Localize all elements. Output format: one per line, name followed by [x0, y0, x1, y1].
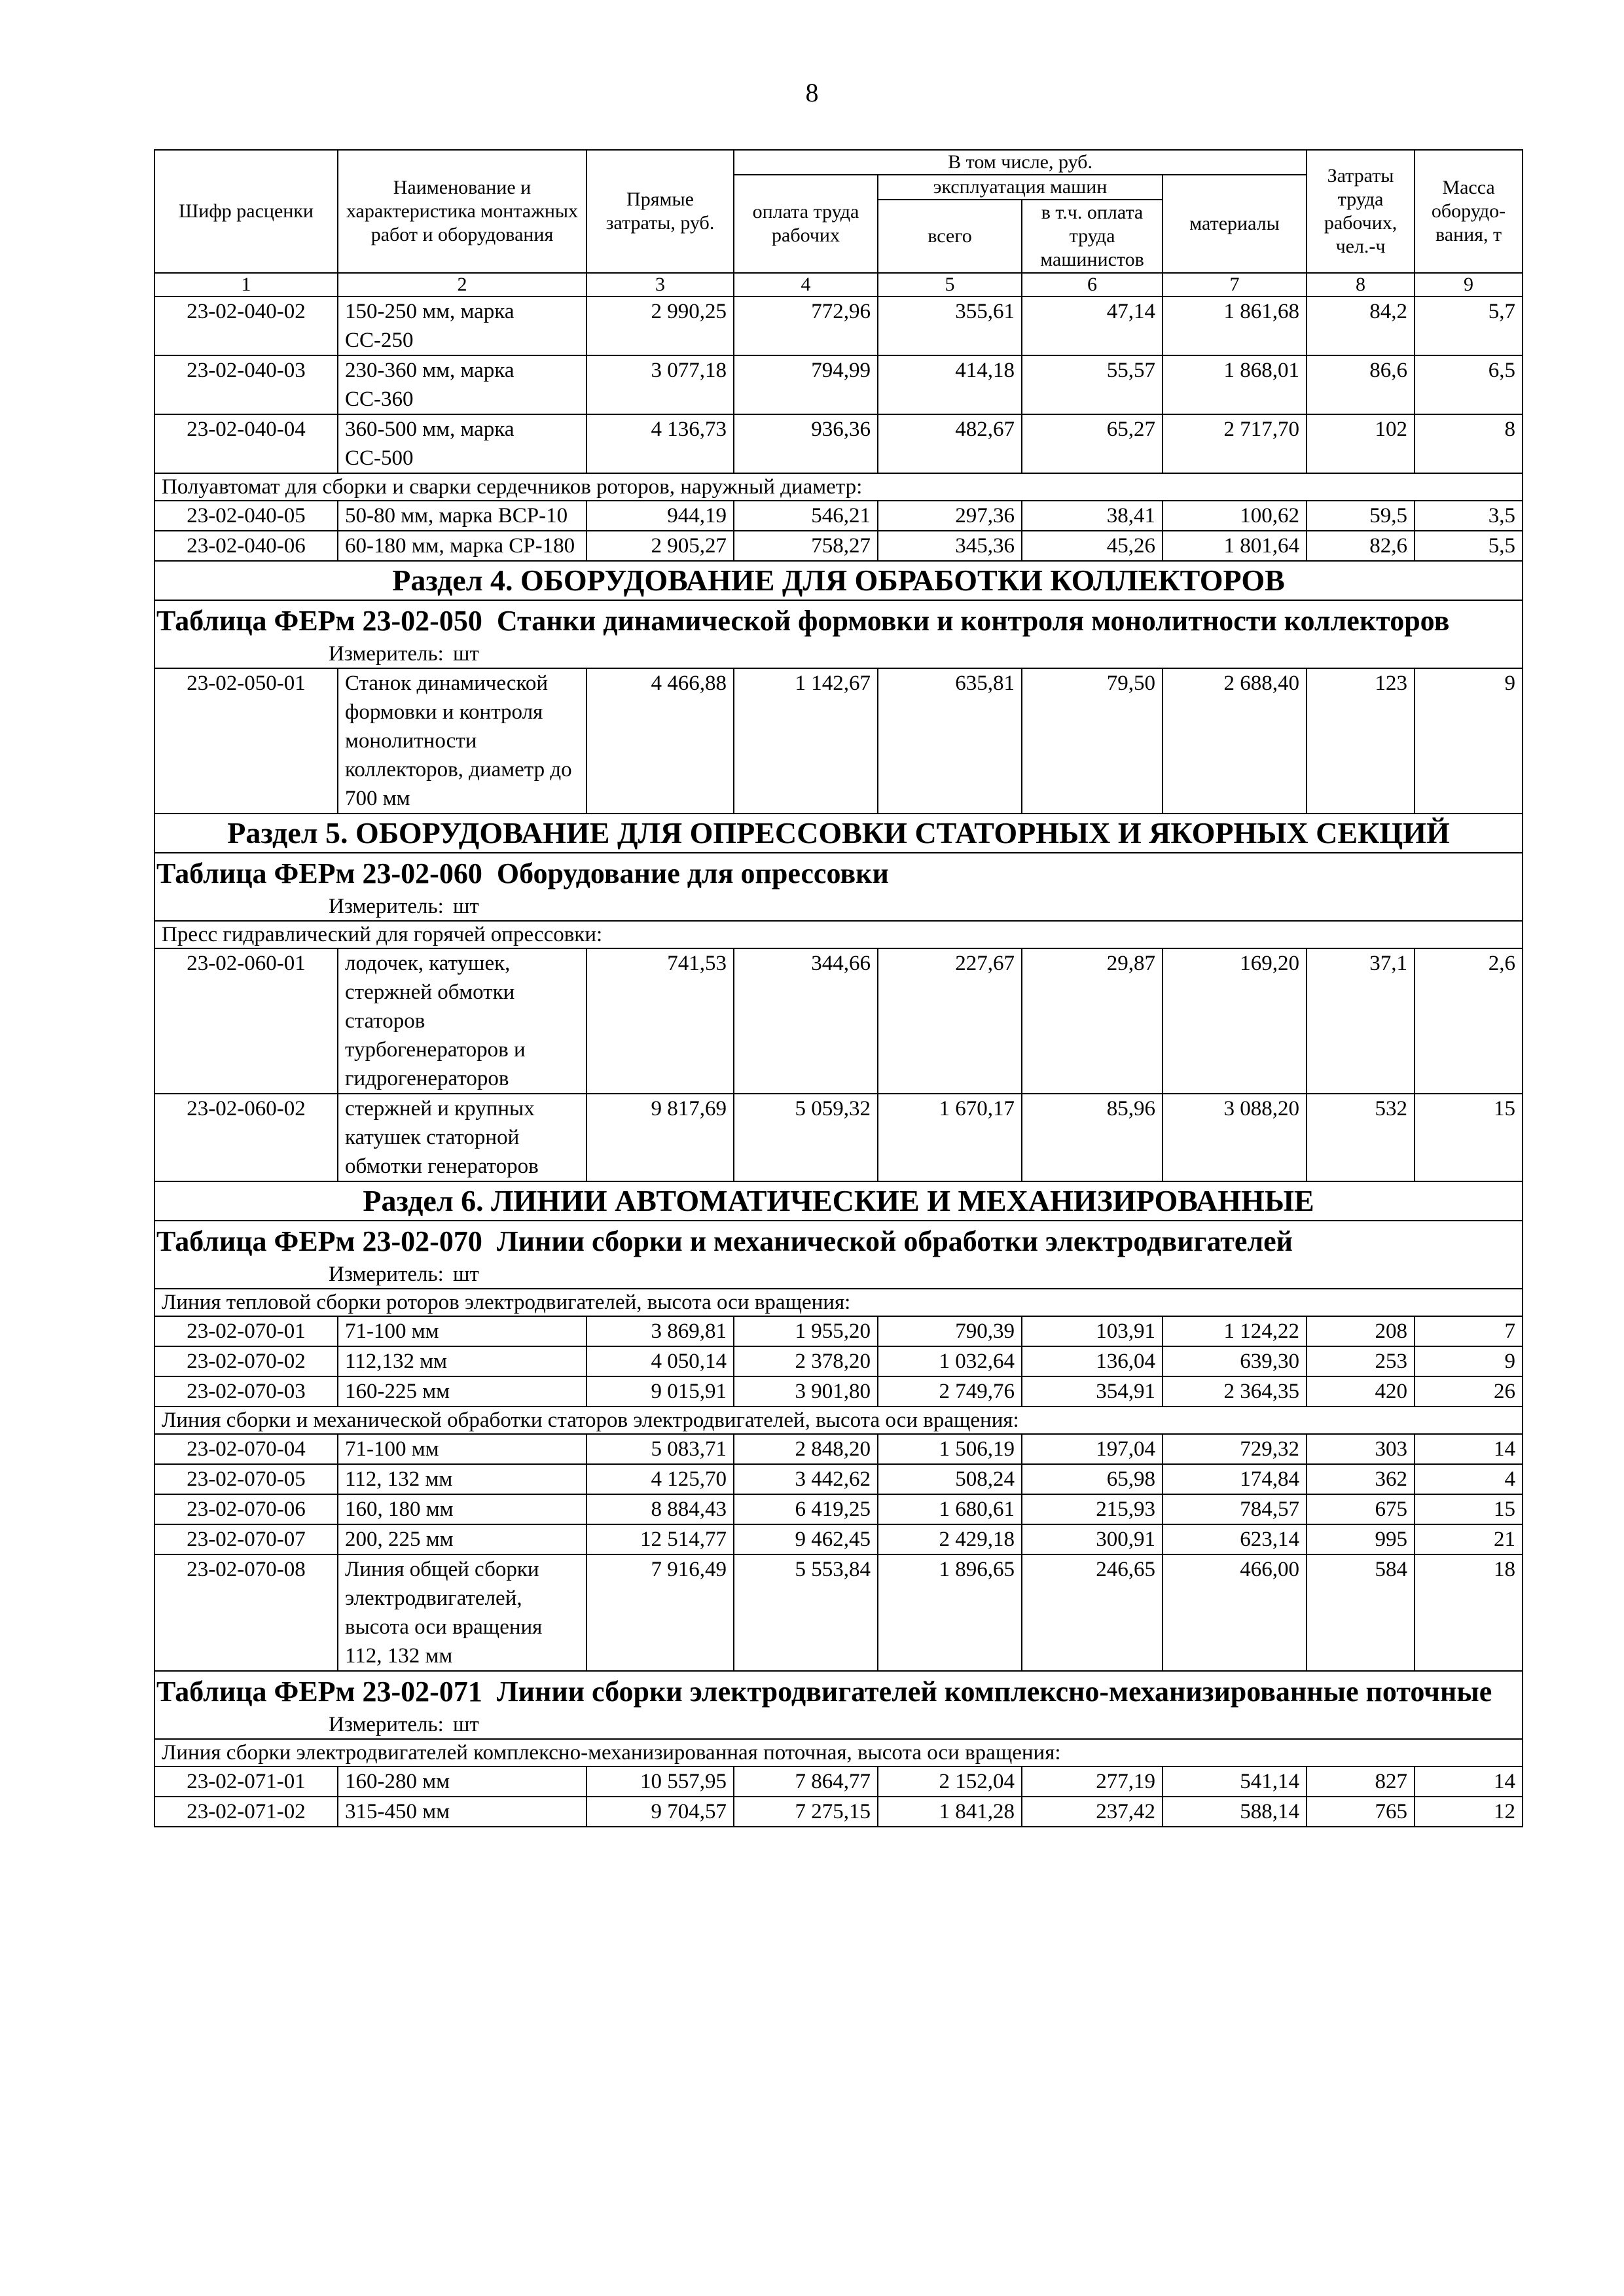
machines-total: 482,67 [878, 414, 1022, 473]
section-title-row [154, 814, 1523, 853]
materials: 1 124,22 [1163, 1316, 1307, 1346]
labor-hours: 765 [1307, 1797, 1415, 1827]
work-name: 315-450 мм [338, 1797, 586, 1827]
machinists-pay: 136,04 [1022, 1346, 1163, 1376]
rate-code: 23-02-071-02 [154, 1797, 338, 1827]
measure-label: Измеритель: [329, 895, 444, 918]
machines-total: 1 032,64 [878, 1346, 1022, 1376]
labor-hours: 86,6 [1307, 355, 1415, 414]
labor-hours: 123 [1307, 668, 1415, 814]
machinists-pay: 277,19 [1022, 1767, 1163, 1797]
rate-code: 23-02-070-03 [154, 1376, 338, 1407]
labor-hours: 675 [1307, 1494, 1415, 1524]
direct-costs: 4 125,70 [586, 1464, 734, 1494]
rate-code: 23-02-040-03 [154, 355, 338, 414]
machinists-pay: 246,65 [1022, 1554, 1163, 1671]
machines-total: 227,67 [878, 948, 1022, 1094]
measure-unit-line [155, 1261, 1522, 1288]
table-number: Таблица ФЕРм 23-02-070 [156, 1225, 497, 1257]
table-row [154, 1094, 1523, 1181]
labor-hours: 37,1 [1307, 948, 1415, 1094]
labor-pay: 3 901,80 [734, 1376, 878, 1407]
subgroup-heading: Линия тепловой сборки роторов электродвигателей, высота оси вращения: [154, 1289, 1523, 1316]
labor-pay: 3 442,62 [734, 1464, 878, 1494]
machines-total: 508,24 [878, 1464, 1022, 1494]
work-name: Станок динамической формовки и контроля монолитности коллекторов, диаметр до 700 мм [338, 668, 586, 814]
labor-hours: 362 [1307, 1464, 1415, 1494]
materials: 1 868,01 [1163, 355, 1307, 414]
machines-total: 1 896,65 [878, 1554, 1022, 1671]
header-machines-total: всего [878, 200, 1022, 273]
labor-pay: 5 059,32 [734, 1094, 878, 1181]
materials: 2 717,70 [1163, 414, 1307, 473]
direct-costs: 8 884,43 [586, 1494, 734, 1524]
equipment-mass: 4 [1415, 1464, 1523, 1494]
machinists-pay: 300,91 [1022, 1524, 1163, 1554]
work-name: 230-360 мм, марка СС-360 [338, 355, 586, 414]
direct-costs: 4 466,88 [586, 668, 734, 814]
measure-unit: шт [453, 895, 479, 918]
labor-pay: 758,27 [734, 531, 878, 561]
column-number: 8 [1307, 273, 1415, 296]
work-name: 50-80 мм, марка ВСР-10 [338, 501, 586, 531]
materials: 466,00 [1163, 1554, 1307, 1671]
machinists-pay: 197,04 [1022, 1434, 1163, 1464]
table-row [154, 1346, 1523, 1376]
work-name: 60-180 мм, марка СР-180 [338, 531, 586, 561]
machinists-pay: 38,41 [1022, 501, 1163, 531]
machinists-pay: 65,98 [1022, 1464, 1163, 1494]
machinists-pay: 45,26 [1022, 531, 1163, 561]
equipment-mass: 26 [1415, 1376, 1523, 1407]
rate-code: 23-02-071-01 [154, 1767, 338, 1797]
machines-total: 414,18 [878, 355, 1022, 414]
work-name: 200, 225 мм [338, 1524, 586, 1554]
table-row [154, 414, 1523, 473]
equipment-mass: 5,7 [1415, 296, 1523, 355]
table-row [154, 531, 1523, 561]
machinists-pay: 85,96 [1022, 1094, 1163, 1181]
header-including: В том числе, руб. [734, 150, 1307, 175]
direct-costs: 9 704,57 [586, 1797, 734, 1827]
direct-costs: 7 916,49 [586, 1554, 734, 1671]
measure-unit-line [155, 893, 1522, 920]
table-title-row [154, 1221, 1523, 1289]
subgroup-heading: Линия сборки и механической обработки статоров электродвигателей, высота оси вращения: [154, 1407, 1523, 1434]
machinists-pay: 55,57 [1022, 355, 1163, 414]
equipment-mass: 18 [1415, 1554, 1523, 1671]
rate-code: 23-02-060-01 [154, 948, 338, 1094]
labor-pay: 2 848,20 [734, 1434, 878, 1464]
machines-total: 297,36 [878, 501, 1022, 531]
rate-code: 23-02-070-02 [154, 1346, 338, 1376]
table-title-row [154, 600, 1523, 668]
column-number: 1 [154, 273, 338, 296]
labor-pay: 1 955,20 [734, 1316, 878, 1346]
materials: 1 861,68 [1163, 296, 1307, 355]
table-row [154, 1767, 1523, 1797]
direct-costs: 2 990,25 [586, 296, 734, 355]
table-title-row [154, 1671, 1523, 1739]
work-name: 360-500 мм, марка СС-500 [338, 414, 586, 473]
subgroup-heading: Линия сборки электродвигателей комплексно-механизированная поточная, высота оси вращения: [154, 1739, 1523, 1767]
measure-label: Измеритель: [329, 1263, 444, 1286]
table-body [154, 296, 1523, 1827]
column-number: 3 [586, 273, 734, 296]
measure-unit: шт [453, 642, 479, 666]
table-row [154, 1494, 1523, 1524]
equipment-mass: 14 [1415, 1767, 1523, 1797]
table-title-cell [154, 1221, 1523, 1289]
work-name: 160, 180 мм [338, 1494, 586, 1524]
labor-hours: 102 [1307, 414, 1415, 473]
labor-pay: 344,66 [734, 948, 878, 1094]
work-name: 71-100 мм [338, 1434, 586, 1464]
machinists-pay: 103,91 [1022, 1316, 1163, 1346]
rate-code: 23-02-050-01 [154, 668, 338, 814]
rate-code: 23-02-060-02 [154, 1094, 338, 1181]
header-labor-cost: Затраты труда рабочих, чел.-ч [1307, 150, 1415, 273]
machines-total: 345,36 [878, 531, 1022, 561]
rate-code: 23-02-070-08 [154, 1554, 338, 1671]
subgroup-heading-row [154, 1289, 1523, 1316]
labor-pay: 772,96 [734, 296, 878, 355]
rate-code: 23-02-070-01 [154, 1316, 338, 1346]
column-number: 5 [878, 273, 1022, 296]
column-number: 4 [734, 273, 878, 296]
table-number: Таблица ФЕРм 23-02-071 [156, 1676, 497, 1708]
equipment-mass: 9 [1415, 1346, 1523, 1376]
rate-code: 23-02-070-06 [154, 1494, 338, 1524]
direct-costs: 2 905,27 [586, 531, 734, 561]
section-title-row [154, 561, 1523, 600]
equipment-mass: 9 [1415, 668, 1523, 814]
table-row [154, 355, 1523, 414]
rate-code: 23-02-040-05 [154, 501, 338, 531]
labor-pay: 794,99 [734, 355, 878, 414]
column-number: 7 [1163, 273, 1307, 296]
equipment-mass: 15 [1415, 1094, 1523, 1181]
header-machinists-pay: в т.ч. оплата труда машинистов [1022, 200, 1163, 273]
labor-pay: 936,36 [734, 414, 878, 473]
work-name: стержней и крупных катушек статорной обмотки генераторов [338, 1094, 586, 1181]
table-title-cell [154, 853, 1523, 921]
section-title: Раздел 4. ОБОРУДОВАНИЕ ДЛЯ ОБРАБОТКИ КОЛЛЕКТОРОВ [154, 561, 1523, 600]
table-name: Оборудование для опрессовки [496, 857, 889, 889]
table-title [155, 853, 1522, 893]
equipment-mass: 7 [1415, 1316, 1523, 1346]
subgroup-heading-row [154, 473, 1523, 501]
machines-total: 355,61 [878, 296, 1022, 355]
table-title [155, 1672, 1522, 1711]
header-direct-costs: Прямые затраты, руб. [586, 150, 734, 273]
column-number: 9 [1415, 273, 1523, 296]
table-name: Линии сборки электродвигателей комплексно-механизированные поточные [496, 1676, 1492, 1708]
subgroup-heading-row [154, 1739, 1523, 1767]
table-number: Таблица ФЕРм 23-02-060 [156, 857, 497, 889]
machinists-pay: 47,14 [1022, 296, 1163, 355]
table-title-cell [154, 1671, 1523, 1739]
work-name: 160-225 мм [338, 1376, 586, 1407]
rates-table [154, 149, 1523, 1827]
machines-total: 1 680,61 [878, 1494, 1022, 1524]
machinists-pay: 215,93 [1022, 1494, 1163, 1524]
measure-label: Измеритель: [329, 642, 444, 666]
machines-total: 635,81 [878, 668, 1022, 814]
labor-pay: 546,21 [734, 501, 878, 531]
measure-unit-line [155, 640, 1522, 668]
labor-pay: 2 378,20 [734, 1346, 878, 1376]
table-row [154, 1464, 1523, 1494]
rate-code: 23-02-070-07 [154, 1524, 338, 1554]
equipment-mass: 3,5 [1415, 501, 1523, 531]
table-title [155, 1221, 1522, 1261]
table-title [155, 601, 1522, 640]
labor-hours: 253 [1307, 1346, 1415, 1376]
materials: 1 801,64 [1163, 531, 1307, 561]
work-name: 71-100 мм [338, 1316, 586, 1346]
equipment-mass: 8 [1415, 414, 1523, 473]
machines-total: 2 429,18 [878, 1524, 1022, 1554]
labor-pay: 1 142,67 [734, 668, 878, 814]
table-row [154, 948, 1523, 1094]
labor-pay: 5 553,84 [734, 1554, 878, 1671]
table-row [154, 1376, 1523, 1407]
materials: 174,84 [1163, 1464, 1307, 1494]
table-row [154, 668, 1523, 814]
labor-hours: 303 [1307, 1434, 1415, 1464]
labor-hours: 59,5 [1307, 501, 1415, 531]
direct-costs: 4 050,14 [586, 1346, 734, 1376]
machinists-pay: 79,50 [1022, 668, 1163, 814]
labor-pay: 9 462,45 [734, 1524, 878, 1554]
section-title: Раздел 5. ОБОРУДОВАНИЕ ДЛЯ ОПРЕССОВКИ СТАТОРНЫХ И ЯКОРНЫХ СЕКЦИЙ [154, 814, 1523, 853]
machinists-pay: 354,91 [1022, 1376, 1163, 1407]
machines-total: 790,39 [878, 1316, 1022, 1346]
table-row [154, 1434, 1523, 1464]
labor-hours: 420 [1307, 1376, 1415, 1407]
equipment-mass: 6,5 [1415, 355, 1523, 414]
equipment-mass: 14 [1415, 1434, 1523, 1464]
work-name: 150-250 мм, марка СС-250 [338, 296, 586, 355]
machinists-pay: 29,87 [1022, 948, 1163, 1094]
rate-code: 23-02-040-06 [154, 531, 338, 561]
direct-costs: 5 083,71 [586, 1434, 734, 1464]
table-row [154, 1524, 1523, 1554]
table-title-cell [154, 600, 1523, 668]
work-name: 112, 132 мм [338, 1464, 586, 1494]
section-title: Раздел 6. ЛИНИИ АВТОМАТИЧЕСКИЕ И МЕХАНИЗИРОВАННЫЕ [154, 1181, 1523, 1221]
materials: 639,30 [1163, 1346, 1307, 1376]
materials: 2 364,35 [1163, 1376, 1307, 1407]
labor-hours: 995 [1307, 1524, 1415, 1554]
machinists-pay: 65,27 [1022, 414, 1163, 473]
subgroup-heading-row [154, 1407, 1523, 1434]
header-materials: материалы [1163, 175, 1307, 273]
materials: 169,20 [1163, 948, 1307, 1094]
equipment-mass: 21 [1415, 1524, 1523, 1554]
materials: 541,14 [1163, 1767, 1307, 1797]
labor-pay: 7 864,77 [734, 1767, 878, 1797]
labor-pay: 6 419,25 [734, 1494, 878, 1524]
labor-pay: 7 275,15 [734, 1797, 878, 1827]
subgroup-heading-row [154, 921, 1523, 948]
labor-hours: 82,6 [1307, 531, 1415, 561]
machines-total: 2 749,76 [878, 1376, 1022, 1407]
work-name: 160-280 мм [338, 1767, 586, 1797]
measure-unit: шт [453, 1263, 479, 1286]
direct-costs: 944,19 [586, 501, 734, 531]
direct-costs: 9 015,91 [586, 1376, 734, 1407]
table-name: Линии сборки и механической обработки электродвигателей [496, 1225, 1293, 1257]
materials: 2 688,40 [1163, 668, 1307, 814]
machines-total: 2 152,04 [878, 1767, 1022, 1797]
header-code: Шифр расценки [154, 150, 338, 273]
equipment-mass: 2,6 [1415, 948, 1523, 1094]
labor-hours: 84,2 [1307, 296, 1415, 355]
table-name: Станки динамической формовки и контроля монолитности коллекторов [496, 605, 1450, 637]
direct-costs: 10 557,95 [586, 1767, 734, 1797]
subgroup-heading: Полуавтомат для сборки и сварки сердечников роторов, наружный диаметр: [154, 473, 1523, 501]
direct-costs: 3 077,18 [586, 355, 734, 414]
column-number: 6 [1022, 273, 1163, 296]
subgroup-heading: Пресс гидравлический для горячей опрессовки: [154, 921, 1523, 948]
rate-code: 23-02-040-02 [154, 296, 338, 355]
materials: 3 088,20 [1163, 1094, 1307, 1181]
materials: 623,14 [1163, 1524, 1307, 1554]
direct-costs: 12 514,77 [586, 1524, 734, 1554]
materials: 784,57 [1163, 1494, 1307, 1524]
direct-costs: 741,53 [586, 948, 734, 1094]
labor-hours: 208 [1307, 1316, 1415, 1346]
direct-costs: 4 136,73 [586, 414, 734, 473]
measure-label: Измеритель: [329, 1713, 444, 1736]
rate-code: 23-02-070-05 [154, 1464, 338, 1494]
direct-costs: 3 869,81 [586, 1316, 734, 1346]
column-number: 2 [338, 273, 586, 296]
table-number: Таблица ФЕРм 23-02-050 [156, 605, 497, 637]
measure-unit-line [155, 1711, 1522, 1738]
equipment-mass: 15 [1415, 1494, 1523, 1524]
rate-code: 23-02-070-04 [154, 1434, 338, 1464]
page-number: 8 [805, 78, 819, 107]
table-row [154, 501, 1523, 531]
materials: 100,62 [1163, 501, 1307, 531]
labor-hours: 532 [1307, 1094, 1415, 1181]
header-machines: эксплуатация машин [878, 175, 1163, 200]
work-name: 112,132 мм [338, 1346, 586, 1376]
column-number-row [154, 273, 1523, 296]
direct-costs: 9 817,69 [586, 1094, 734, 1181]
table-row [154, 1797, 1523, 1827]
labor-hours: 584 [1307, 1554, 1415, 1671]
table-row [154, 1554, 1523, 1671]
table-title-row [154, 853, 1523, 921]
table-row [154, 296, 1523, 355]
machines-total: 1 670,17 [878, 1094, 1022, 1181]
section-title-row [154, 1181, 1523, 1221]
materials: 588,14 [1163, 1797, 1307, 1827]
machines-total: 1 506,19 [878, 1434, 1022, 1464]
machinists-pay: 237,42 [1022, 1797, 1163, 1827]
table-row [154, 1316, 1523, 1346]
work-name: лодочек, катушек, стержней обмотки статоров турбогенераторов и гидрогенераторов [338, 948, 586, 1094]
rate-code: 23-02-040-04 [154, 414, 338, 473]
header-mass: Масса оборудо-вания, т [1415, 150, 1523, 273]
equipment-mass: 5,5 [1415, 531, 1523, 561]
equipment-mass: 12 [1415, 1797, 1523, 1827]
labor-hours: 827 [1307, 1767, 1415, 1797]
machines-total: 1 841,28 [878, 1797, 1022, 1827]
header-name: Наименование и характеристика монтажных работ и оборудования [338, 150, 586, 273]
measure-unit: шт [453, 1713, 479, 1736]
work-name: Линия общей сборки электродвигателей, высота оси вращения 112, 132 мм [338, 1554, 586, 1671]
header-labor-pay: оплата труда рабочих [734, 175, 878, 273]
materials: 729,32 [1163, 1434, 1307, 1464]
